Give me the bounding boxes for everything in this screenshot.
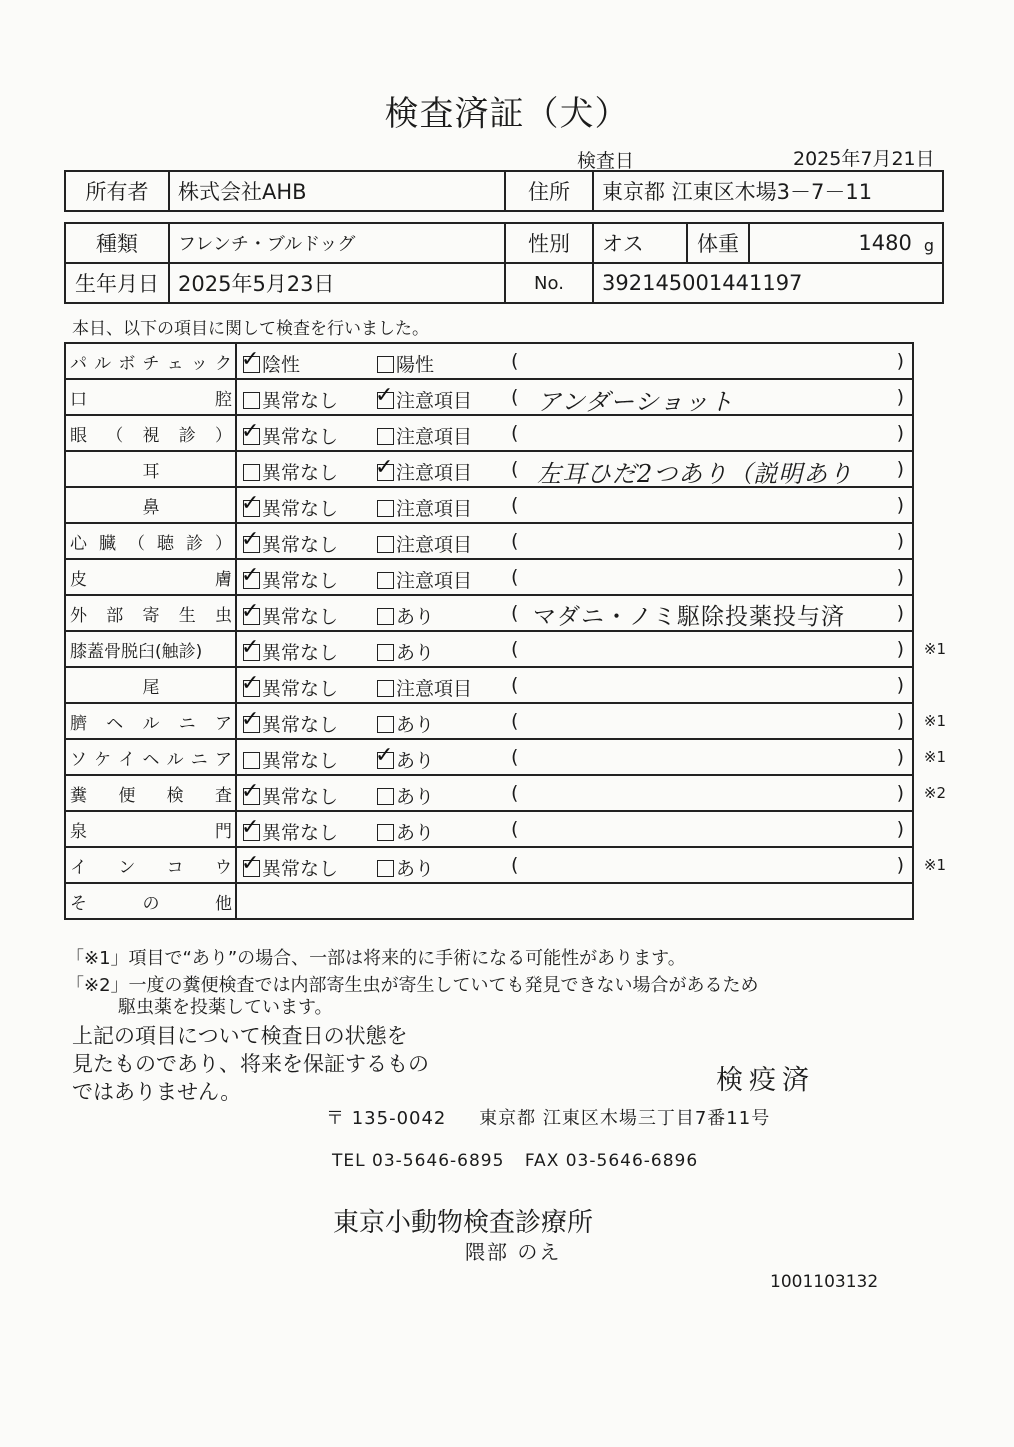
checklist-option — [377, 530, 472, 557]
checkbox-icon — [375, 455, 394, 481]
label-char: 心 — [70, 533, 87, 554]
checklist-row — [65, 415, 913, 451]
checklist-option-label: 注意項目 — [396, 498, 473, 520]
paren-open: ( — [511, 494, 519, 516]
weight-value — [749, 223, 943, 263]
label-char: イ — [118, 749, 136, 770]
paren-open: ( — [511, 530, 519, 552]
checklist-row — [65, 667, 913, 703]
checklist-item-label — [65, 451, 236, 487]
checklist-option — [241, 347, 301, 377]
label-char: 眼 — [70, 425, 87, 446]
paren-open: ( — [511, 602, 519, 624]
owner-value: 株式会社AHB — [169, 171, 505, 211]
checklist-option — [377, 350, 434, 377]
fax-number: FAX 03-5646-6896 — [524, 1151, 699, 1171]
checklist-row — [65, 559, 913, 595]
footnote-2: 「※2」一度の糞便検査では内部寄生虫が寄生していても発見できない場合があるため — [66, 975, 759, 996]
label-char: ケ — [94, 749, 112, 770]
checklist-option — [241, 527, 339, 557]
checklist-row-other — [65, 883, 913, 919]
checkbox-icon — [377, 356, 394, 373]
paren-close: ) — [896, 350, 904, 372]
checklist-note: アンダーショット — [537, 388, 735, 416]
statement — [72, 1022, 429, 1106]
label-char: 査 — [214, 785, 232, 806]
checkbox-icon — [377, 500, 394, 517]
label-char: ） — [215, 425, 232, 446]
tel-number: TEL 03-5646-6895 — [332, 1151, 505, 1171]
checklist-options — [236, 595, 913, 631]
checklist-option-label: 異常なし — [262, 570, 339, 592]
label-char: 便 — [118, 785, 136, 806]
footnote-marker: ※1 — [923, 712, 946, 730]
checklist-item-text — [70, 745, 232, 770]
checklist-options — [236, 775, 946, 811]
checklist-option-label: 異常なし — [262, 858, 339, 880]
checklist-row — [65, 811, 913, 847]
paren-open: ( — [511, 710, 519, 732]
label-char: ） — [215, 533, 232, 554]
checklist-item-text: 膝蓋骨脱臼(触診) — [70, 641, 203, 662]
paren-close: ) — [896, 746, 904, 768]
label-char: の — [142, 893, 160, 914]
label-char: ヘ — [142, 749, 160, 770]
label-char: ル — [94, 353, 112, 374]
checklist-option-label: 異常なし — [262, 462, 339, 484]
paren-close: ) — [896, 674, 904, 696]
label-char: 外 — [70, 605, 87, 626]
checklist-item-label — [65, 739, 236, 775]
checklist-option-label: あり — [396, 642, 435, 664]
label-char: 生 — [178, 605, 196, 626]
sex-label: 性別 — [505, 223, 593, 263]
checklist-item-label — [65, 847, 236, 883]
label-char: 泉 — [70, 821, 87, 842]
checklist-note: マダニ・ノミ駆除投薬投与済 — [533, 604, 845, 630]
checklist-option — [377, 422, 472, 449]
checklist-option-label: 注意項目 — [396, 426, 473, 448]
paren-close: ) — [896, 494, 904, 516]
checklist-options — [236, 559, 913, 595]
label-char: ヘ — [106, 713, 124, 734]
label-char: 他 — [215, 893, 232, 914]
checklist-item-label — [65, 883, 236, 919]
paren-close: ) — [896, 458, 904, 480]
checklist-item-label — [65, 559, 236, 595]
checklist-option-label: 注意項目 — [396, 570, 473, 592]
checklist-option-label: 注意項目 — [396, 462, 473, 484]
checklist-option-label: 異常なし — [262, 498, 339, 520]
breed-label: 種類 — [65, 223, 169, 263]
paren-open: ( — [511, 674, 519, 696]
checklist-option — [377, 494, 472, 521]
label-char: 虫 — [215, 605, 232, 626]
checkbox-icon — [241, 491, 260, 517]
checkmark-icon: ✓ — [241, 599, 260, 624]
label-char: イ — [70, 857, 87, 878]
checkbox-icon — [243, 752, 260, 769]
checklist-note: 左耳ひだ2つあり（説明あり — [537, 460, 854, 488]
checklist-option-label: 異常なし — [262, 822, 339, 844]
checklist-item-text — [70, 385, 232, 410]
checkbox-icon — [243, 392, 260, 409]
paren-open: ( — [511, 458, 519, 480]
paren-open: ( — [511, 782, 519, 804]
checkmark-icon: ✓ — [241, 779, 260, 804]
owner-label: 所有者 — [65, 171, 169, 211]
exam-date-label: 検査日 — [577, 150, 635, 172]
checkbox-icon — [377, 572, 394, 589]
paren-open: ( — [511, 566, 519, 588]
owner-table — [64, 170, 944, 212]
checklist-item-text — [70, 601, 232, 626]
checkmark-icon: ✓ — [241, 563, 260, 588]
checklist-item-label — [65, 487, 236, 523]
paren-close: ) — [896, 566, 904, 588]
checkbox-icon — [377, 428, 394, 445]
checkbox-icon — [241, 599, 260, 625]
label-char: 膚 — [215, 569, 232, 590]
checkbox-icon — [377, 536, 394, 553]
birth-value: 2025年5月23日 — [169, 263, 505, 303]
checklist-row — [65, 379, 913, 415]
footnote-2-cont: 駆虫薬を投薬しています。 — [118, 997, 333, 1018]
checklist-row — [65, 703, 913, 739]
statement-line: 見たものであり、将来を保証するもの — [72, 1052, 429, 1076]
checklist-option — [241, 563, 339, 593]
label-char: コ — [166, 857, 184, 878]
paren-close: ) — [896, 638, 904, 660]
checklist-option-label: 異常なし — [262, 390, 339, 412]
checklist-option — [377, 782, 434, 809]
label-char: 糞 — [70, 785, 87, 806]
checklist-option-label: 異常なし — [262, 786, 339, 808]
checklist-options — [236, 379, 913, 415]
label-char: ア — [215, 713, 232, 734]
checklist-row — [65, 739, 913, 775]
checklist-option — [377, 710, 434, 737]
checklist-option-label: 異常なし — [262, 750, 339, 772]
checkbox-icon — [377, 716, 394, 733]
checkbox-icon — [241, 563, 260, 589]
checklist-options — [236, 415, 913, 451]
checklist-item-label — [65, 415, 236, 451]
checklist-option — [243, 386, 338, 413]
checklist-option — [241, 671, 339, 701]
checkbox-icon — [377, 788, 394, 805]
checklist-option — [241, 599, 339, 629]
paren-open: ( — [511, 746, 519, 768]
postal-code: 〒 135-0042 — [326, 1108, 447, 1129]
checklist-option — [375, 383, 473, 413]
checklist-option — [377, 854, 434, 881]
checklist-item-text — [70, 853, 232, 878]
checklist-options — [236, 451, 913, 487]
checkbox-icon — [377, 824, 394, 841]
checklist-item-text — [70, 421, 232, 446]
label-char: （ — [128, 533, 145, 554]
clinic-name: 東京小動物検査診療所 — [333, 1208, 594, 1238]
paren-close: ) — [896, 782, 904, 804]
label-char: ク — [214, 353, 232, 374]
checklist-options — [236, 631, 946, 667]
checklist-option-label: 異常なし — [262, 426, 339, 448]
checklist-row — [65, 487, 913, 523]
checklist-options — [236, 811, 913, 847]
label-char: ニ — [190, 749, 208, 770]
checklist-item-text — [70, 781, 232, 806]
label-char: そ — [70, 893, 87, 914]
checklist-item-text: 耳 — [142, 461, 160, 482]
weight-unit: g — [923, 236, 934, 255]
footnote-1: 「※1」項目で“あり”の場合、一部は将来的に手術になる可能性があります。 — [66, 948, 686, 969]
checkbox-icon — [377, 860, 394, 877]
checklist-row — [65, 343, 913, 379]
label-char: 視 — [142, 425, 160, 446]
checklist-option-label: 注意項目 — [396, 390, 473, 412]
label-char: ル — [166, 749, 184, 770]
checklist-option-label: 注意項目 — [396, 678, 473, 700]
checklist-item-label — [65, 379, 236, 415]
checkbox-icon — [241, 815, 260, 841]
checkbox-icon — [241, 779, 260, 805]
checklist-option-label: 異常なし — [262, 642, 339, 664]
quarantine-stamp: 検疫済 — [716, 1065, 815, 1096]
label-char: （ — [106, 425, 124, 446]
checkbox-icon — [241, 671, 260, 697]
checklist-item-label — [65, 595, 236, 631]
checklist-item-label — [65, 703, 236, 739]
paren-close: ) — [896, 602, 904, 624]
sex-value: オス — [593, 223, 687, 263]
checklist-item-text — [70, 349, 232, 374]
footnote-marker: ※1 — [923, 856, 946, 874]
label-char: チ — [142, 353, 160, 374]
checklist-row — [65, 775, 913, 811]
paren-close: ) — [896, 710, 904, 732]
checklist-option — [241, 815, 339, 845]
label-char: 口 — [70, 389, 87, 410]
checklist-options — [236, 739, 946, 775]
checkmark-icon: ✓ — [375, 383, 394, 408]
checkbox-icon — [377, 608, 394, 625]
checklist-option — [377, 674, 472, 701]
checklist-option — [377, 602, 434, 629]
label-char: 門 — [215, 821, 232, 842]
paren-close: ) — [896, 818, 904, 840]
paren-open: ( — [511, 350, 519, 372]
checklist-item-text — [70, 529, 232, 554]
checkmark-icon: ✓ — [241, 815, 260, 840]
weight-label: 体重 — [687, 223, 749, 263]
intro-text: 本日、以下の項目に関して検査を行いました。 — [72, 319, 429, 339]
label-char: 診 — [178, 425, 196, 446]
checklist-options — [236, 847, 946, 883]
label-char: 寄 — [142, 605, 160, 626]
label-char: 臓 — [99, 533, 116, 554]
checkbox-icon — [243, 464, 260, 481]
checklist-option-label: 異常なし — [262, 534, 339, 556]
responsible-person: 隈部 のえ — [465, 1240, 562, 1264]
checklist-item-label — [65, 667, 236, 703]
checklist-item-text — [70, 817, 232, 842]
checklist-options — [236, 523, 913, 559]
checklist-option-label: 陽性 — [396, 354, 435, 376]
checkbox-icon — [241, 851, 260, 877]
checklist-item-text — [70, 709, 232, 734]
address-label: 住所 — [505, 171, 593, 211]
checklist-item-label — [65, 775, 236, 811]
serial-number: 1001103132 — [770, 1272, 879, 1292]
checkmark-icon: ✓ — [241, 347, 260, 372]
paren-close: ) — [896, 530, 904, 552]
label-char: ッ — [190, 353, 208, 374]
paren-open: ( — [511, 638, 519, 660]
label-char: ボ — [118, 353, 136, 374]
checkmark-icon: ✓ — [241, 419, 260, 444]
checklist-option-label: 異常なし — [262, 678, 339, 700]
checklist-options — [236, 487, 913, 523]
checklist-item-label — [65, 523, 236, 559]
checklist-option — [375, 743, 435, 773]
label-char: ン — [118, 857, 136, 878]
label-char: ソ — [70, 749, 87, 770]
weight-number: 1480 — [858, 231, 912, 255]
checklist-option — [377, 638, 434, 665]
checklist-row — [65, 523, 913, 559]
checklist-option — [241, 779, 339, 809]
label-char: ア — [214, 749, 232, 770]
checklist-option-label: あり — [396, 750, 435, 772]
paren-open: ( — [511, 854, 519, 876]
checklist-option — [241, 707, 339, 737]
footnote-marker: ※1 — [923, 748, 946, 766]
checklist-option — [377, 566, 472, 593]
checklist-table — [64, 342, 946, 920]
paren-close: ) — [896, 386, 904, 408]
checklist-option — [243, 746, 338, 773]
checklist-row — [65, 451, 913, 487]
label-char: 診 — [186, 533, 203, 554]
checklist-option-label: 陰性 — [262, 354, 301, 376]
checklist-item-text — [70, 565, 232, 590]
label-char: ニ — [178, 713, 196, 734]
document-title: 検査済証（犬） — [384, 94, 630, 134]
statement-line: ではありません。 — [72, 1080, 242, 1104]
checklist-option — [241, 419, 339, 449]
checklist-option-label: 異常なし — [262, 714, 339, 736]
label-char: ル — [142, 713, 160, 734]
checkmark-icon: ✓ — [241, 671, 260, 696]
label-char: 検 — [166, 785, 184, 806]
checklist-item-label — [65, 811, 236, 847]
paren-open: ( — [511, 386, 519, 408]
other-notes — [236, 883, 913, 919]
checkmark-icon: ✓ — [241, 527, 260, 552]
checklist-option-label: あり — [396, 786, 435, 808]
label-char: ェ — [166, 353, 184, 374]
paren-close: ) — [896, 422, 904, 444]
checkmark-icon: ✓ — [241, 635, 260, 660]
checkbox-icon — [375, 743, 394, 769]
checklist-item-text: 鼻 — [142, 497, 160, 518]
checklist-option-label: あり — [396, 714, 435, 736]
checklist-options — [236, 667, 913, 703]
checklist-option — [243, 458, 338, 485]
footnote-marker: ※1 — [923, 640, 946, 658]
checklist-option-label: あり — [396, 858, 435, 880]
checklist-option-label: 注意項目 — [396, 534, 473, 556]
paren-open: ( — [511, 422, 519, 444]
label-char: 部 — [106, 605, 124, 626]
checkbox-icon — [241, 347, 260, 373]
checkbox-icon — [241, 419, 260, 445]
checkbox-icon — [377, 644, 394, 661]
contact-line — [332, 1151, 698, 1171]
checklist-option — [241, 851, 339, 881]
birth-label: 生年月日 — [65, 263, 169, 303]
clinic-address-line — [326, 1104, 770, 1130]
other-label — [70, 889, 232, 914]
checklist-options — [236, 703, 946, 739]
checklist-options — [236, 343, 913, 379]
checkmark-icon: ✓ — [375, 455, 394, 480]
checkmark-icon: ✓ — [241, 851, 260, 876]
label-char: 臍 — [70, 713, 87, 734]
label-char: 腔 — [215, 389, 232, 410]
checkmark-icon: ✓ — [241, 707, 260, 732]
label-char: パ — [70, 353, 87, 374]
checklist-row — [65, 631, 913, 667]
checklist-option — [241, 635, 339, 665]
label-char: ウ — [214, 857, 232, 878]
checklist-option-label: あり — [396, 822, 435, 844]
checkbox-icon — [241, 635, 260, 661]
checklist-item-label — [65, 631, 236, 667]
checklist-option — [241, 491, 339, 521]
checklist-option — [377, 818, 434, 845]
statement-line: 上記の項目について検査日の状態を — [72, 1024, 408, 1048]
no-label: No. — [505, 263, 593, 303]
no-value: 392145001441197 — [593, 263, 943, 303]
exam-date: 2025年7月21日 — [793, 148, 935, 170]
checklist-row — [65, 847, 913, 883]
checkbox-icon — [375, 383, 394, 409]
paren-close: ) — [896, 854, 904, 876]
checkbox-icon — [241, 527, 260, 553]
label-char: 皮 — [70, 569, 87, 590]
checkmark-icon: ✓ — [241, 491, 260, 516]
checklist-option-label: 異常なし — [262, 606, 339, 628]
checklist-item-label — [65, 343, 236, 379]
clinic-address: 東京都 江東区木場三丁目7番11号 — [479, 1108, 771, 1129]
checkbox-icon — [377, 680, 394, 697]
footnote-marker: ※2 — [923, 784, 946, 802]
label-char: 聴 — [157, 533, 174, 554]
checkbox-icon — [241, 707, 260, 733]
breed-value: フレンチ・ブルドッグ — [169, 223, 505, 263]
checklist-option-label: あり — [396, 606, 435, 628]
checkmark-icon: ✓ — [375, 743, 394, 768]
animal-table — [64, 222, 944, 304]
checklist-item-text: 尾 — [142, 677, 160, 698]
paren-open: ( — [511, 818, 519, 840]
address-value: 東京都 江東区木場3－7－11 — [593, 171, 943, 211]
checklist-option — [375, 455, 473, 485]
checklist-row — [65, 595, 913, 631]
